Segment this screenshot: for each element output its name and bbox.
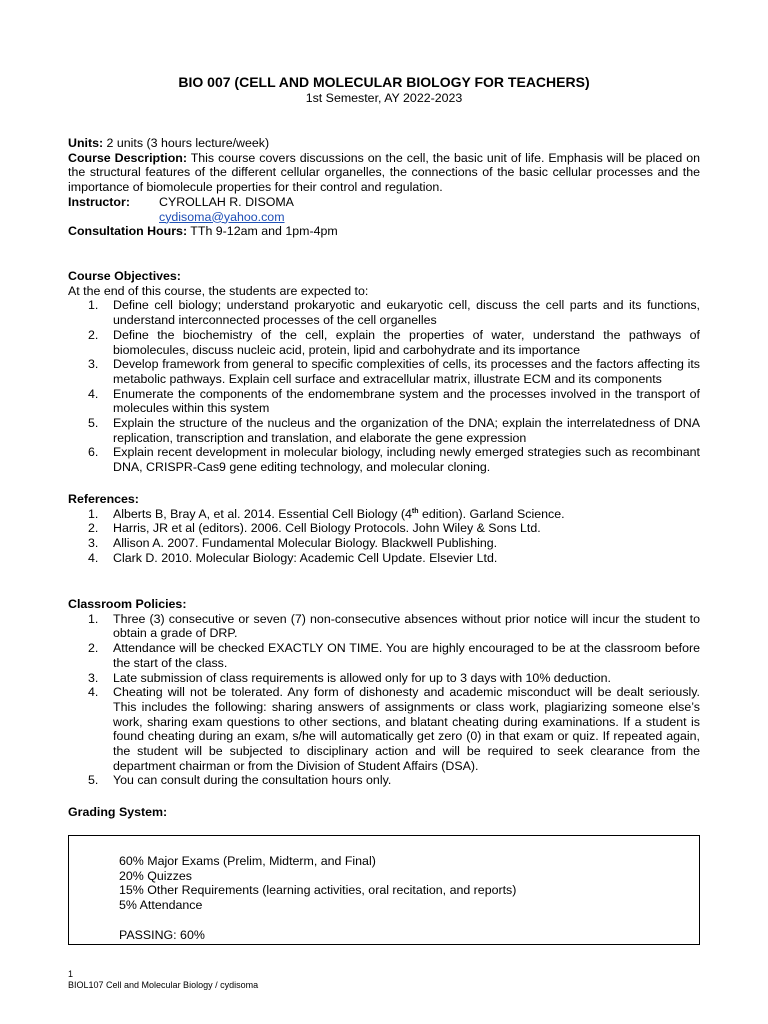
reference-text: Allison A. 2007. Fundamental Molecular Biology. Blackwell Publishing. xyxy=(113,536,498,551)
instructor-label: Instructor: xyxy=(68,194,130,209)
semester-subtitle: 1st Semester, AY 2022-2023 xyxy=(305,91,463,105)
policy-item xyxy=(68,641,700,670)
policy-number: 4. xyxy=(88,685,99,700)
reference-number: 1. xyxy=(88,506,99,521)
references-list xyxy=(68,507,700,566)
reference-superscript: th xyxy=(411,507,419,515)
grading-lines xyxy=(119,854,516,942)
objective-number: 1. xyxy=(88,298,99,313)
page-number: 1 xyxy=(68,969,74,979)
grading-line: 5% Attendance xyxy=(119,898,203,913)
consultation-value: TTh 9-12am and 1pm-4pm xyxy=(187,224,338,239)
policy-item xyxy=(68,612,700,641)
reference-item xyxy=(68,551,700,566)
policies-heading: Classroom Policies: xyxy=(68,597,187,611)
description-label: Course Description: xyxy=(68,150,187,165)
reference-text: Clark D. 2010. Molecular Biology: Academic Cell Update. Elsevier Ltd. xyxy=(113,550,498,565)
reference-number: 3. xyxy=(88,536,99,551)
objective-item xyxy=(68,298,700,327)
policy-item xyxy=(68,685,700,773)
policy-item xyxy=(68,773,700,788)
objectives-heading: Course Objectives: xyxy=(68,269,181,283)
policy-number: 2. xyxy=(88,641,99,656)
reference-item xyxy=(68,536,700,551)
references-heading: References: xyxy=(68,492,139,506)
objective-number: 6. xyxy=(88,445,99,460)
objective-text: Define the biochemistry of the cell, explain the properties of water, understand the pathways of biomolecules, discuss nucleic acid, protein, lipid and carbohydrate and its importance xyxy=(113,327,700,357)
objective-item xyxy=(68,357,700,386)
email-line xyxy=(68,210,700,225)
grading-box xyxy=(68,835,700,945)
policy-text: Late submission of class requirements is allowed only for up to 3 days with 10% deduction. xyxy=(113,670,611,685)
objectives-list xyxy=(68,298,700,474)
objective-number: 3. xyxy=(88,357,99,372)
objectives-section xyxy=(68,269,700,475)
units-value: 2 units (3 hours lecture/week) xyxy=(103,136,270,150)
grading-line: 15% Other Requirements (learning activities, oral recitation, and reports) xyxy=(119,883,517,898)
objective-number: 2. xyxy=(88,327,99,342)
policy-text: Attendance will be checked EXACTLY ON TIME. You are highly encouraged to be at the classroom before the start of the class. xyxy=(113,641,700,670)
course-title: BIO 007 (CELL AND MOLECULAR BIOLOGY FOR TEACHERS) xyxy=(178,74,590,90)
units-label: Units: xyxy=(68,136,104,150)
objective-text: Explain the structure of the nucleus and the organization of the DNA; explain the interrelatedness of DNA replication, transcription and translation, and elaborate the gene expression xyxy=(113,416,700,445)
references-section xyxy=(68,492,700,566)
course-info xyxy=(68,136,700,239)
reference-number: 2. xyxy=(88,521,99,536)
objective-number: 5. xyxy=(88,416,99,431)
passing-grade: PASSING: 60% xyxy=(119,927,205,942)
course-description xyxy=(68,151,700,195)
reference-text: Harris, JR et al (editors). 2006. Cell Biology Protocols. John Wiley & Sons Ltd. xyxy=(113,521,541,536)
units-line xyxy=(68,136,700,151)
consultation-label: Consultation Hours: xyxy=(68,224,188,239)
reference-item xyxy=(68,507,700,522)
policy-text: Cheating will not be tolerated. Any form of dishonesty and academic misconduct will be dealt seriously. This includes the following: sharing answers of assignments or class work, plagiarizing someone else’s work, sharing exam questions to other sections, and blatant cheating during examinations. If a student is found cheating during an exam, s/he will automatically get zero (0) in that exam or quiz. If repeated again, the student will be subjected to disciplinary action and will be required to seek clearance from the department chairman or from the Division of Student Affairs (DSA). xyxy=(113,685,700,773)
policy-number: 1. xyxy=(88,611,99,626)
reference-number: 4. xyxy=(88,550,99,565)
policy-number: 3. xyxy=(88,670,99,685)
objective-text: Explain recent development in molecular biology, including newly emerged strategies such as recombinant DNA, CRISPR-Cas9 gene editing technology, and molecular cloning. xyxy=(113,445,700,475)
instructor-line xyxy=(68,195,700,210)
objective-text: Define cell biology; understand prokaryotic and eukaryotic cell, discuss the cell parts and its functions, understand interconnected processes of the cell organelles xyxy=(113,298,700,328)
reference-text: Alberts B, Bray A, et al. 2014. Essential Cell Biology (4 xyxy=(113,506,412,521)
policies-section xyxy=(68,597,700,788)
objective-text: Enumerate the components of the endomembrane system and the processes involved in the transport of molecules within this system xyxy=(113,386,700,416)
grading-spacer xyxy=(119,913,516,928)
policies-list xyxy=(68,612,700,788)
policy-text: Three (3) consecutive or seven (7) non-consecutive absences without prior notice will incur the student to obtain a grade of DRP. xyxy=(113,611,700,641)
objective-item xyxy=(68,328,700,357)
instructor-email-link[interactable]: cydisoma@yahoo.com xyxy=(159,209,285,224)
footer-text: BIOL107 Cell and Molecular Biology / cydisoma xyxy=(68,980,259,990)
objective-item xyxy=(68,416,700,445)
instructor-name: CYROLLAH R. DISOMA xyxy=(159,194,294,209)
grading-heading: Grading System: xyxy=(68,805,168,819)
policy-number: 5. xyxy=(88,773,99,788)
grading-heading-line xyxy=(68,805,700,820)
grading-line: 60% Major Exams (Prelim, Midterm, and Final) xyxy=(119,854,376,868)
objective-text: Develop framework from general to specific complexities of cells, its processes and the factors affecting its metabolic pathways. Explain cell surface and extracellular matrix, illustrate ECM and its components xyxy=(113,357,700,386)
objective-item xyxy=(68,387,700,416)
policy-text: You can consult during the consultation hours only. xyxy=(113,773,392,788)
grading-line: 20% Quizzes xyxy=(119,868,193,883)
consultation-line xyxy=(68,224,700,239)
objective-number: 4. xyxy=(88,386,99,401)
objectives-intro: At the end of this course, the students are expected to: xyxy=(68,283,369,298)
reference-item xyxy=(68,521,700,536)
objective-item xyxy=(68,445,700,474)
description-text: This course covers discussions on the cell, the basic unit of life. Emphasis will be placed on the structural features of the different cellular organelles, the connections of the basic cellular processes and the importance of biomolecule properties for their control and regulation. xyxy=(68,150,700,195)
reference-text-end: edition). Garland Science. xyxy=(418,506,565,521)
policy-item xyxy=(68,671,700,686)
